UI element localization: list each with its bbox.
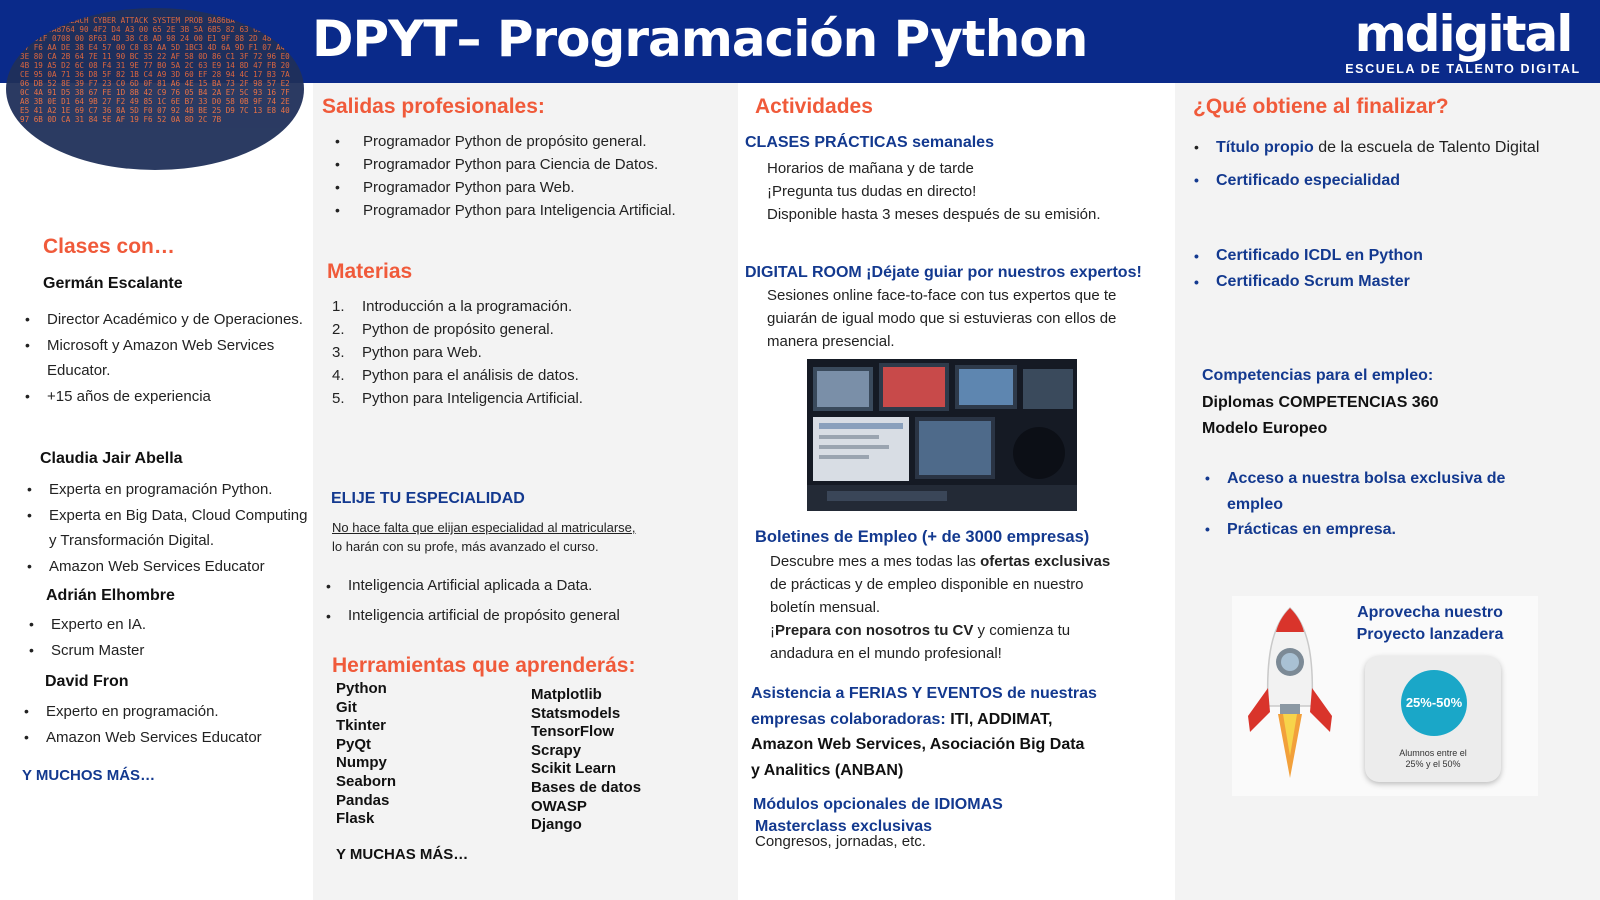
mdigital-logo [1338, 6, 1588, 76]
tool-item: Numpy [336, 754, 387, 772]
que-obtiene-heading: ¿Qué obtiene al finalizar? [1193, 95, 1449, 118]
especialidad-list [324, 571, 719, 631]
boletines-heading: Boletines de Empleo (+ de 3000 empresas) [755, 528, 1090, 546]
salidas-list [333, 130, 723, 222]
list-text: Introducción a la programación. [362, 298, 573, 315]
list-item: • Amazon Web Services Educator [25, 554, 315, 580]
list-item: • Programador Python de propósito general. [333, 130, 723, 153]
competencias-heading: Competencias para el empleo: [1202, 367, 1434, 384]
text-line [751, 707, 1151, 733]
badge-card [1365, 656, 1501, 782]
masterclass-heading: Masterclass exclusivas [755, 818, 933, 835]
list-number: 2. [332, 321, 345, 338]
text-line: Modelo Europeo [1202, 419, 1328, 437]
person-name-1: Germán Escalante [43, 275, 183, 292]
salidas-heading: Salidas profesionales: [322, 95, 545, 118]
text-line: andadura en el mundo profesional! [770, 645, 1002, 662]
list-item: • Inteligencia artificial de propósito general [324, 601, 719, 631]
especialidad-note [332, 518, 722, 556]
clases-practicas-heading: CLASES PRÁCTICAS semanales [745, 134, 994, 151]
tool-item: OWASP [531, 797, 587, 815]
list-text: Python para Web. [362, 344, 482, 361]
text-line: y Analitics (ANBAN) [751, 761, 904, 779]
especialidad-note-line-2: lo harán con su profe, más avanzado el curso. [332, 539, 599, 554]
list-item: • +15 años de experiencia [23, 384, 308, 410]
text-line: Horarios de mañana y de tarde [767, 160, 974, 177]
rocket-icon [1232, 596, 1342, 796]
badge-subtitle [1365, 748, 1501, 770]
list-item: • Experto en programación. [22, 699, 307, 725]
person-2-list [25, 477, 315, 579]
lanzadera-text [1330, 602, 1530, 646]
list-item: • Acceso a nuestra bolsa exclusiva de empleo [1203, 466, 1543, 517]
list-item: • Prácticas en empresa. [1203, 517, 1543, 543]
tool-item: Tkinter [336, 717, 387, 735]
materias-heading: Materias [327, 260, 413, 283]
person-name-3: Adrián Elhombre [46, 587, 175, 604]
person-name-2: Claudia Jair Abella [40, 450, 183, 467]
list-item: • Inteligencia Artificial aplicada a Data. [324, 571, 719, 601]
tool-item: Statsmodels [531, 704, 621, 722]
tool-item: Matplotlib [531, 686, 602, 703]
congresos-text: Congresos, jornadas, etc. [755, 833, 926, 850]
logo-main-text: mdigital [1354, 5, 1572, 63]
list-number: 4. [332, 367, 345, 384]
clases-practicas-text [767, 157, 1147, 226]
list-text: Python para el análisis de datos. [362, 367, 579, 384]
text-fragment: de la escuela de Talento Digital [1313, 139, 1540, 156]
digital-room-text [767, 284, 1152, 353]
list-item [332, 341, 712, 364]
especialidad-heading: ELIJE TU ESPECIALIDAD [331, 490, 525, 507]
text-line: Proyecto lanzadera [1356, 626, 1504, 643]
cyber-security-image: SECURITY BREACH CYBER ATTACK SYSTEM PROB 9A86BA 70 57AC17D9 36 8S 3A8764 90 4F2 D4 A3 00 65 2E 3B 5A 6B5 82 63 6E 50 FF 9EF61F 0708 00 8F63 4D 38 C8 AD 98 24 00 E1 9F 88 2D 48 83 D7 F6 AA DE 38 E4 57 00 C8 83 AA 5D 1BC3 4D 6A 9D F1 07 A4 3E 80 CA 2B 64 7E 11 90 BC 35 22 AF 58 0D 86 C1 3F 72 96 E0 4B 19 A5 D2 6C 08 F4 31 9E 77 B0 5A 2C 63 E9 14 8D 47 FB 20 CE 95 0A 71 36 D8 5F 82 1B C4 A9 3D 60 EF 28 94 4C 17 B3 7A 06 DB 52 8E 39 F7 23 C0 6D 0F 81 A6 4E 15 BA 73 2F 98 57 E2 0C 4A 91 D5 38 67 FE 1D 8B 42 C9 76 05 B4 2A E7 5C 93 16 7F A8 3B 0E D1 64 9B 27 F2 49 85 1C 6E B7 33 D0 58 0B 9F 74 2E E5 41 A2 1E 69 C7 36 8A 5D F0 07 92 4B BE 25 D9 7C 13 E8 40 97 6B 0D CA 31 84 5E AF 19 F6 52 0A 8D 2C 7B [6, 8, 304, 170]
text-line: Disponible hasta 3 meses después de su emisión. [767, 206, 1101, 223]
person-1-list [23, 307, 308, 409]
tool-item: TensorFlow [531, 723, 615, 741]
list-text: Python de propósito general. [362, 321, 554, 338]
text-fragment: ITI, ADDIMAT, [950, 710, 1053, 728]
list-item: • Certificado Scrum Master [1192, 269, 1592, 295]
list-item [1192, 131, 1592, 164]
text-line: Aprovecha nuestro [1357, 604, 1503, 621]
list-item: • Scrum Master [27, 638, 297, 664]
bolsa-list [1203, 466, 1543, 543]
tools-list-left [336, 680, 396, 829]
text-line: Sesiones online face-to-face con tus expertos que te [767, 287, 1117, 304]
tool-item: Bases de datos [531, 778, 642, 796]
tool-item: Scikit Learn [531, 760, 617, 778]
list-item: • Experto en IA. [27, 612, 297, 638]
person-3-list [27, 612, 297, 663]
text-fragment: ofertas exclusivas [980, 553, 1111, 570]
tool-item: Scrapy [531, 741, 582, 759]
list-item: • Experta en programación Python. [25, 477, 315, 503]
obtiene-list-1 [1192, 131, 1592, 197]
text-line: Amazon Web Services, Asociación Big Data [751, 736, 1085, 753]
list-item [332, 318, 712, 341]
tool-item: Flask [336, 810, 375, 828]
list-item: • Programador Python para Web. [333, 176, 723, 199]
text-line: guiarán de igual modo que si estuvieras con ellos de [767, 310, 1117, 327]
list-item [332, 364, 712, 387]
list-item: • Microsoft y Amazon Web Services Educator. [23, 333, 308, 384]
person-4-list [22, 699, 307, 750]
logo-sub-text: ESCUELA DE TALENTO DIGITAL [1345, 62, 1581, 76]
text-line: Asistencia a FERIAS Y EVENTOS de nuestras [751, 685, 1097, 702]
obtiene-list-2 [1192, 243, 1592, 295]
list-number: 5. [332, 390, 345, 407]
text-line: 25% y el 50% [1405, 759, 1461, 769]
especialidad-note-line-1: No hace falta que elijan especialidad al matricularse, [332, 520, 636, 535]
text-line: ¡Pregunta tus dudas en directo! [767, 183, 977, 200]
percentage-badge: 25%-50% [1401, 670, 1467, 736]
digital-room-photo [807, 359, 1077, 511]
list-number: 3. [332, 344, 345, 361]
mas-profesores-text: Y MUCHOS MÁS… [22, 767, 156, 784]
text-fragment: Descubre mes a mes todas las [770, 553, 981, 570]
text-line: Alumnos entre el [1399, 748, 1467, 758]
list-item: • Amazon Web Services Educator [22, 725, 307, 751]
page-title: DPYT– Programación Python [312, 10, 1088, 68]
idiomas-heading: Módulos opcionales de IDIOMAS [753, 796, 1003, 813]
list-item: • Certificado especialidad [1192, 164, 1592, 197]
text-fragment: Prepara con nosotros tu CV [775, 622, 974, 639]
list-item: • Programador Python para Ciencia de Datos. [333, 153, 723, 176]
list-item [332, 387, 712, 410]
monitors-illustration [807, 359, 1077, 511]
list-item: • Experta en Big Data, Cloud Computing y Transformación Digital. [25, 503, 315, 554]
clases-con-heading: Clases con… [43, 235, 175, 258]
materias-list [332, 295, 712, 410]
text-line [770, 550, 1155, 573]
tools-more-text: Y MUCHAS MÁS… [336, 846, 469, 863]
tools-list-right [531, 686, 641, 835]
list-item: • Director Académico y de Operaciones. [23, 307, 308, 333]
list-text: Python para Inteligencia Artificial. [362, 390, 583, 407]
tool-item: Pandas [336, 791, 390, 809]
text-line: manera presencial. [767, 333, 895, 350]
text-line: Diplomas COMPETENCIAS 360 [1202, 394, 1439, 411]
digital-room-heading: DIGITAL ROOM ¡Déjate guiar por nuestros expertos! [745, 264, 1142, 281]
tool-item: Django [531, 816, 582, 834]
text-fragment: Título propio [1216, 139, 1314, 156]
ferias-text [751, 681, 1151, 783]
tool-item: Python [336, 680, 387, 697]
list-item: • Programador Python para Inteligencia Artificial. [333, 199, 723, 222]
competencias-text [1202, 390, 1439, 441]
person-name-4: David Fron [45, 673, 129, 690]
boletines-text [770, 550, 1155, 665]
tool-item: Git [336, 698, 357, 716]
list-number: 1. [332, 298, 345, 315]
herramientas-heading: Herramientas que aprenderás: [332, 654, 636, 677]
tool-item: PyQt [336, 735, 372, 753]
actividades-heading: Actividades [755, 95, 873, 118]
text-line: de prácticas y de empleo disponible en nuestro [770, 576, 1084, 593]
text-fragment: ¡ [770, 622, 775, 639]
tool-item: Seaborn [336, 772, 397, 790]
list-item: • Certificado ICDL en Python [1192, 243, 1592, 269]
text-fragment: empresas colaboradoras: [751, 710, 951, 728]
text-line [770, 619, 1155, 642]
list-item [332, 295, 712, 318]
text-line: boletín mensual. [770, 599, 881, 616]
text-fragment: y comienza tu [973, 622, 1071, 639]
